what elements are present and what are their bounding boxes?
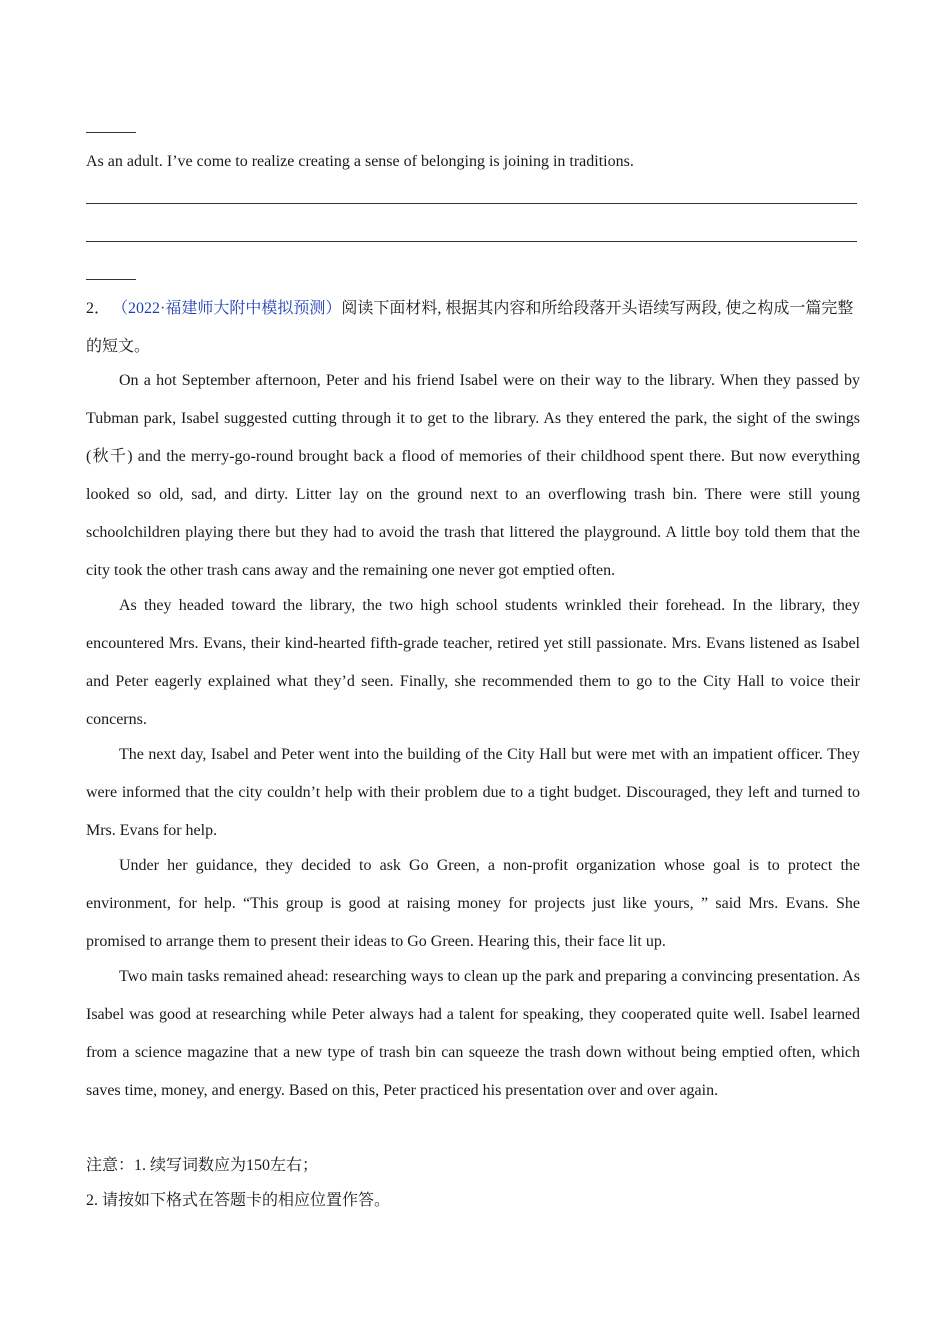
answer-line xyxy=(86,203,857,204)
answer-line xyxy=(86,241,857,242)
document-page xyxy=(86,0,860,1344)
question-source: （2022·福建师大附中模拟预测） xyxy=(120,300,342,317)
note-format: 2. 请按如下格式在答题卡的相应位置作答。 xyxy=(86,1192,391,1209)
continuation-opening-sentence: As an adult. I’ve come to realize creating a sense of belonging is joining in traditions. xyxy=(86,153,634,170)
answer-line-end xyxy=(86,132,136,133)
passage-paragraph-5: Two main tasks remained ahead: researching ways to clean up the park and preparing a convincing presentation. As Isabel was good at researching while Peter always had a talent for speaking, they cooperated quite well. Isabel learned from a science magazine that a new type of trash bin can squeeze the trash down without being emptied often, which saves time, money, and energy. Based on this, Peter practiced his presentation over and over again. xyxy=(86,968,860,1099)
note-word-count: 注意：1. 续写词数应为150左右； xyxy=(86,1157,319,1174)
question-instruction: 阅读下面材料, 根据其内容和所给段落开头语续写两段, 使之构成一篇完整的短文。 xyxy=(86,300,854,355)
question-number: 2． xyxy=(86,300,111,317)
passage-paragraph-2: As they headed toward the library, the two high school students wrinkled their forehead. In the library, they encountered Mrs. Evans, their kind-hearted fifth-grade teacher, retired yet still passionate. Mrs. Evans listened as Isabel and Peter eagerly explained what they’d seen. Finally, she recommended them to go to the City Hall to voice their concerns. xyxy=(86,597,860,728)
passage-paragraph-1: On a hot September afternoon, Peter and his friend Isabel were on their way to the library. When they passed by Tubman park, Isabel suggested cutting through it to get to the library. As they entered the park, the sight of the swings (秋千) and the merry-go-round brought back a flood of memories of their childhood spent there. But now everything looked so old, sad, and dirty. Litter lay on the ground next to an overflowing trash bin. There were still young schoolchildren playing there but they had to avoid the trash that littered the playground. A little boy told them that the city took the other trash cans away and the remaining one never got emptied often. xyxy=(86,372,860,579)
passage-paragraph-3: The next day, Isabel and Peter went into the building of the City Hall but were met with an impatient officer. They were informed that the city couldn’t help with their problem due to a tight budget. Discouraged, they left and turned to Mrs. Evans for help. xyxy=(86,746,860,839)
question-header xyxy=(86,290,860,366)
passage-paragraph-4: Under her guidance, they decided to ask Go Green, a non-profit organization whose goal is to protect the environment, for help. “This group is good at raising money for projects just like yours, ” said Mrs. Evans. She promised to arrange them to present their ideas to Go Green. Hearing this, their face lit up. xyxy=(86,857,860,950)
answer-line-end xyxy=(86,279,136,280)
